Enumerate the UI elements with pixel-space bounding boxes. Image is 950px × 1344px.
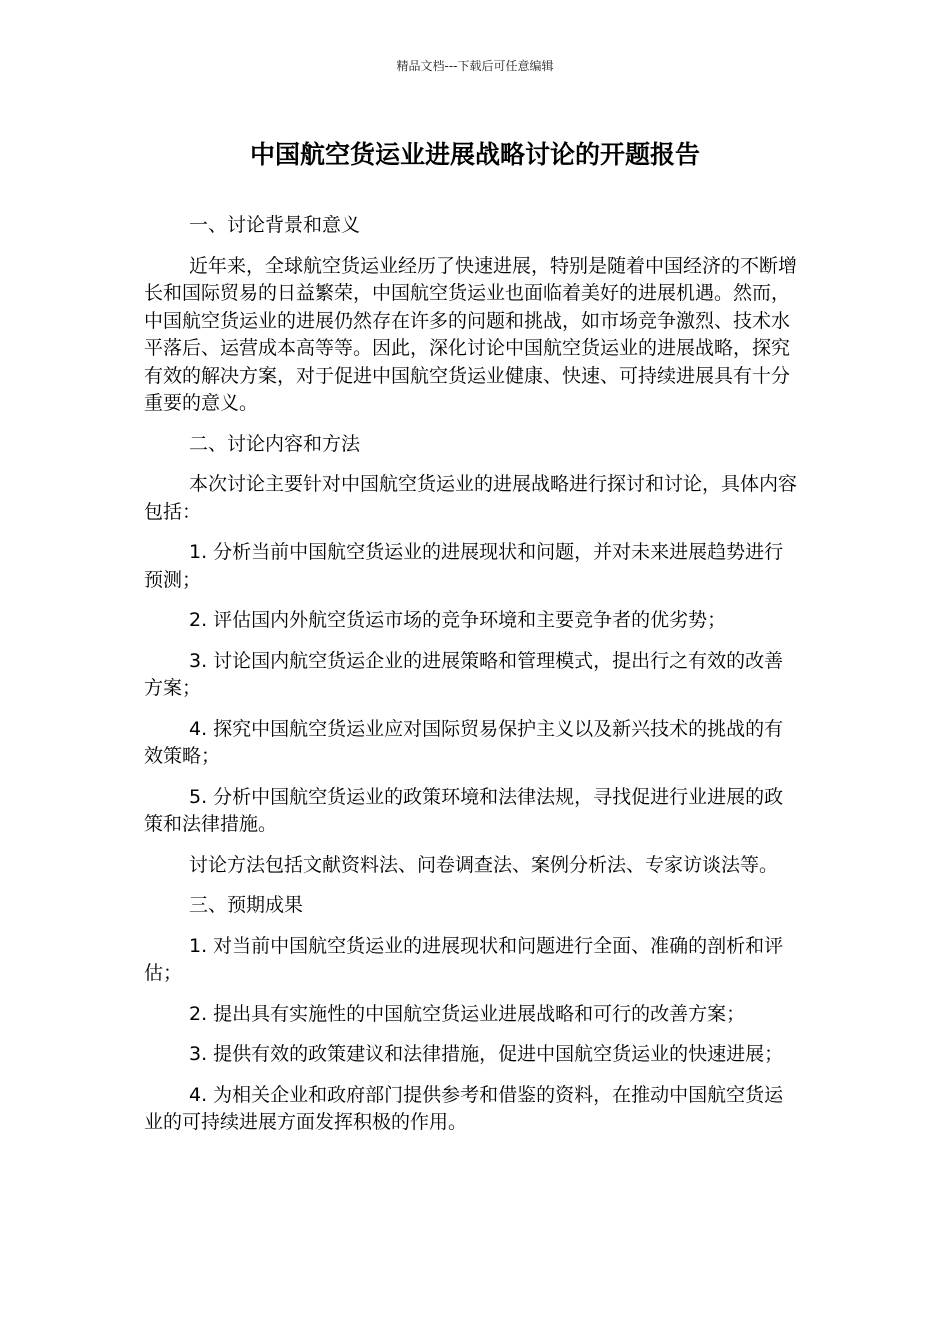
section-heading-content: 二、讨论内容和方法 [189,432,361,455]
content-item-5: 5. 分析中国航空货运业的政策环境和法律法规，寻找促进行业进展的政策和法律措施。 [144,785,784,835]
content-item-4: 4. 探究中国航空货运业应对国际贸易保护主义以及新兴技术的挑战的有效策略； [144,717,784,767]
result-item-4: 4. 为相关企业和政府部门提供参考和借鉴的资料，在推动中国航空货运业的可持续进展方面发挥积极的作用。 [144,1083,784,1133]
result-item-2: 2. 提出具有实施性的中国航空货运业进展战略和可行的改善方案； [189,1002,746,1025]
paragraph-content-intro: 本次讨论主要针对中国航空货运业的进展战略进行探讨和讨论，具体内容包括： [144,473,798,523]
content-item-2: 2. 评估国内外航空货运市场的竞争环境和主要竞争者的优劣势； [189,609,727,631]
section-heading-results: 三、预期成果 [189,894,304,916]
result-item-3: 3. 提供有效的政策建议和法律措施，促进中国航空货运业的快速进展； [189,1043,784,1065]
result-item-1: 1. 对当前中国航空货运业的进展现状和问题进行全面、准确的剖析和评估； [144,934,784,984]
document-body [144,212,800,1150]
header-note: 精品文档---下载后可任意编辑 [396,59,554,73]
paragraph-background: 近年来，全球航空货运业经历了快速进展，特别是随着中国经济的不断增长和国际贸易的日益繁荣，中国航空货运业也面临着美好的进展机遇。然而，中国航空货运业的进展仍然存在许多的问题和挑战，如市场竞争激烈、技术水平落后、运营成本高等等。因此，深化讨论中国航空货运业的进展战略，探究有效的解决方案，对于促进中国航空货运业健康、快速、可持续进展具有十分重要的意义。 [144,254,798,414]
content-item-1: 1. 分析当前中国航空货运业的进展现状和问题，并对未来进展趋势进行预测； [144,541,784,591]
section-heading-background: 一、讨论背景和意义 [189,214,361,236]
content-item-3: 3. 讨论国内航空货运企业的进展策略和管理模式，提出行之有效的改善方案； [144,649,784,699]
document-title: 中国航空货运业进展战略讨论的开题报告 [249,140,700,169]
paragraph-methods: 讨论方法包括文献资料法、问卷调查法、案例分析法、专家访谈法等。 [189,853,779,876]
